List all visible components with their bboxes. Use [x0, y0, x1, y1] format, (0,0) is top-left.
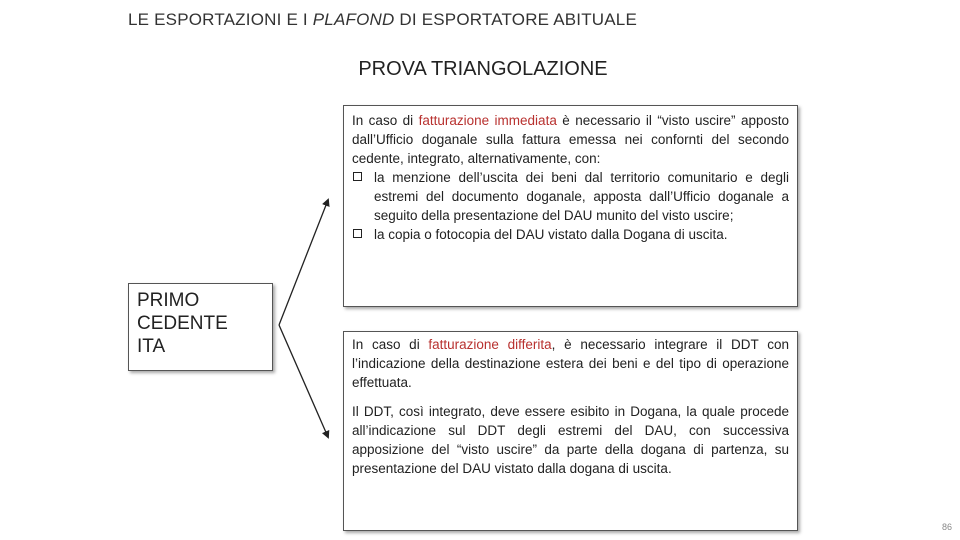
list-item — [352, 168, 789, 225]
page-number: 86 — [941, 522, 952, 532]
arrow-lower — [279, 325, 328, 437]
title-suffix: DI ESPORTATORE ABITUALE — [394, 10, 638, 29]
intro-highlight: fatturazione immediata — [418, 113, 557, 128]
left-box-line3: ITA — [137, 336, 166, 357]
bullet-text: la copia o fotocopia del DAU vistato dalla Dogana di uscita. — [374, 227, 728, 242]
slide-subtitle: PROVA TRIANGOLAZIONE — [358, 58, 608, 80]
intro-text-b: è necessario il “visto uscire” apposto dall’Ufficio doganale sulla fattura emessa nei confornti del secondo cedente, integrato, alternativamente, con: — [352, 113, 789, 166]
p1-text-b: , è necessario integrare il DDT con l’indicazione della destinazione estera dei beni e del tipo di operazione effettuata. — [352, 337, 789, 390]
deferred-invoicing-box — [343, 331, 798, 531]
deferred-paragraph-1 — [352, 335, 789, 392]
deferred-paragraph-2: Il DDT, così integrato, deve essere esibito in Dogana, la quale procede all’indicazione sul DDT degli estremi del DAU, con successiva apposizione del “visto uscire” da parte della dogana di partenza, su presentazione del DAU vistato dalla dogana di uscita. — [352, 404, 789, 476]
title-italic: PLAFOND — [312, 10, 395, 29]
p1-highlight: fatturazione differita — [428, 337, 552, 352]
left-box-line2: CEDENTE — [137, 313, 228, 334]
checkbox-bullet-icon — [352, 168, 374, 225]
immediate-invoicing-box — [343, 105, 798, 307]
immediate-intro — [352, 111, 789, 168]
title-prefix: LE ESPORTAZIONI E I — [128, 10, 313, 29]
bullet-text: la menzione dell’uscita dei beni dal territorio comunitario e degli estremi del documento doganale, apposta dall’Ufficio doganale a seguito della presentazione del DAU munito del visto uscire; — [374, 170, 789, 223]
left-box-line1: PRIMO — [137, 290, 200, 311]
intro-text-a: In caso di — [352, 113, 419, 128]
list-item — [352, 225, 789, 245]
primo-cedente-box — [128, 283, 273, 371]
p1-text-a: In caso di — [352, 337, 429, 352]
checkbox-bullet-icon — [352, 225, 374, 245]
arrow-upper — [279, 200, 328, 325]
